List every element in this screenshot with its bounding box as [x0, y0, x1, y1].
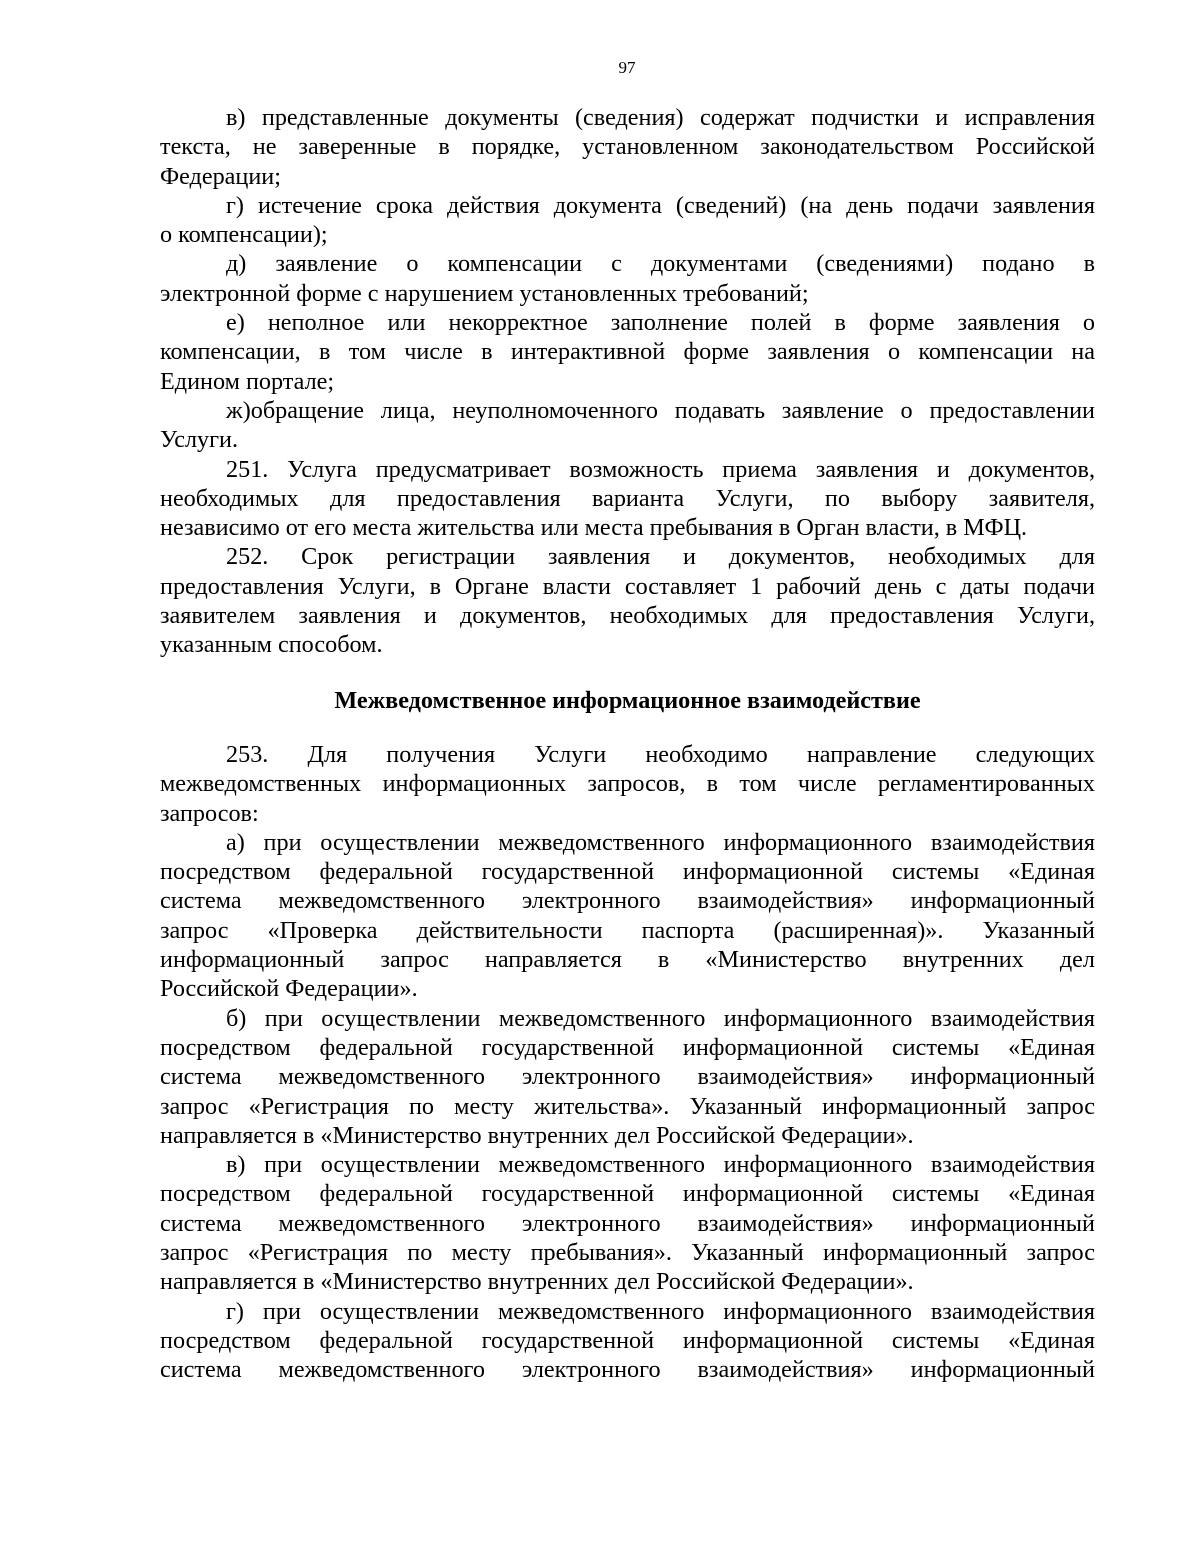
text-line: 253. Для получения Услуги необходимо направление следующих — [226, 740, 1095, 768]
text-line: ж)обращение лица, неуполномоченного подавать заявление о предоставлении — [226, 396, 1095, 424]
text-line: независимо от его места жительства или места пребывания в Орган власти, в МФЦ. — [160, 514, 1028, 542]
text-line: межведомственных информационных запросов, в том числе регламентированных — [160, 770, 1095, 798]
text-line: система межведомственного электронного взаимодействия» информационный — [160, 1209, 1095, 1237]
text-line: посредством федеральной государственной информационной системы «Единая — [160, 1033, 1095, 1061]
text-line: запросов: — [160, 799, 259, 827]
text-line: заявителем заявления и документов, необходимых для предоставления Услуги, — [160, 602, 1095, 630]
text-line: компенсации, в том числе в интерактивной форме заявления о компенсации на — [160, 338, 1095, 366]
paragraph-item-g — [160, 191, 1095, 250]
text-line: в) при осуществлении межведомственного информационного взаимодействия — [226, 1151, 1095, 1179]
text-line: г) истечение срока действия документа (сведений) (на день подачи заявления — [226, 191, 1095, 219]
text-line: указанным способом. — [160, 631, 383, 659]
text-line: предоставления Услуги, в Органе власти составляет 1 рабочий день с даты подачи — [160, 572, 1095, 600]
paragraphs-after-heading — [160, 740, 1095, 1385]
paragraph-item-252 — [160, 542, 1095, 659]
text-line: Едином портале; — [160, 367, 335, 395]
text-line: Российской Федерации». — [160, 975, 418, 1003]
text-line: необходимых для предоставления варианта Услуги, по выбору заявителя, — [160, 484, 1095, 512]
text-line: запрос «Проверка действительности паспорта (расширенная)». Указанный — [160, 916, 1095, 944]
text-line: Федерации; — [160, 162, 281, 190]
text-line: направляется в «Министерство внутренних дел Российской Федерации». — [160, 1268, 914, 1296]
paragraphs-before-heading — [160, 103, 1095, 660]
paragraph-item-e — [160, 308, 1095, 396]
paragraph-item-253-v — [160, 1150, 1095, 1296]
text-line: в) представленные документы (сведения) содержат подчистки и исправления — [226, 104, 1095, 131]
text-line: направляется в «Министерство внутренних дел Российской Федерации». — [160, 1121, 914, 1149]
text-line: 252. Срок регистрации заявления и документов, необходимых для — [226, 543, 1095, 571]
text-line: запрос «Регистрация по месту жительства». Указанный информационный запрос — [160, 1092, 1095, 1120]
paragraph-item-v — [160, 103, 1095, 191]
text-line: запрос «Регистрация по месту пребывания». Указанный информационный запрос — [160, 1238, 1095, 1266]
paragraph-item-253 — [160, 740, 1095, 828]
paragraph-item-253-b — [160, 1004, 1095, 1150]
paragraph-item-253-a — [160, 828, 1095, 1004]
text-line: а) при осуществлении межведомственного информационного взаимодействия — [226, 828, 1095, 856]
text-line: система межведомственного электронного взаимодействия» информационный — [160, 1063, 1095, 1091]
text-line: о компенсации); — [160, 221, 328, 249]
paragraph-item-251 — [160, 455, 1095, 543]
text-line: электронной форме с нарушением установленных требований; — [160, 279, 809, 307]
section-heading: Межведомственное информационное взаимодействие — [334, 686, 921, 714]
text-line: д) заявление о компенсации с документами (сведениями) подано в — [226, 250, 1095, 278]
paragraph-item-253-g — [160, 1297, 1095, 1385]
text-line: текста, не заверенные в порядке, установленном законодательством Российской — [160, 133, 1095, 161]
document-body — [160, 103, 1095, 1384]
text-line: система межведомственного электронного взаимодействия» информационный — [160, 887, 1095, 915]
text-line: система межведомственного электронного взаимодействия» информационный — [160, 1356, 1095, 1384]
text-line: 251. Услуга предусматривает возможность приема заявления и документов, — [226, 455, 1095, 483]
paragraph-item-d — [160, 249, 1095, 308]
text-line: Услуги. — [160, 426, 239, 454]
page-number: 97 — [618, 58, 636, 77]
text-line: е) неполное или некорректное заполнение полей в форме заявления о — [226, 309, 1095, 337]
text-line: г) при осуществлении межведомственного информационного взаимодействия — [226, 1297, 1095, 1325]
paragraph-item-zh — [160, 396, 1095, 455]
text-line: б) при осуществлении межведомственного информационного взаимодействия — [226, 1004, 1095, 1032]
text-line: посредством федеральной государственной информационной системы «Единая — [160, 858, 1095, 886]
text-line: информационный запрос направляется в «Министерство внутренних дел — [160, 946, 1095, 974]
text-line: посредством федеральной государственной информационной системы «Единая — [160, 1180, 1095, 1208]
text-line: посредством федеральной государственной информационной системы «Единая — [160, 1326, 1095, 1354]
